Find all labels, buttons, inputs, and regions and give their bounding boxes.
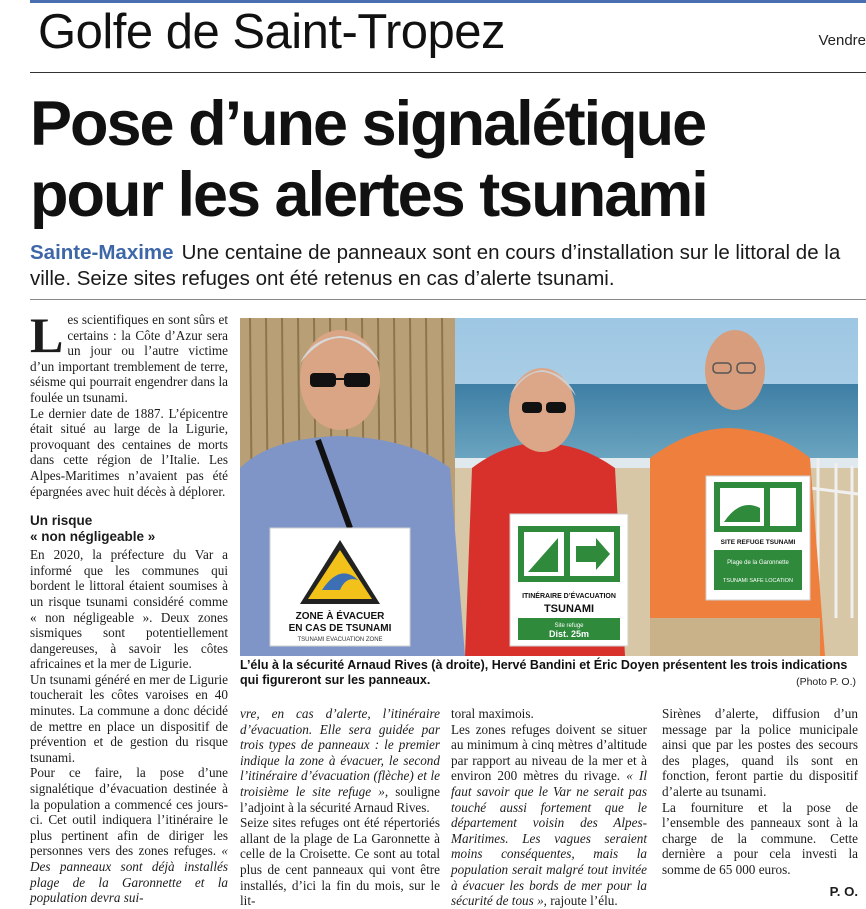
headline-line-1: Pose d’une signalétique bbox=[30, 89, 706, 159]
paragraph bbox=[30, 765, 228, 905]
paragraph: Le dernier date de 1887. L’épicentre était situé au large de la Ligurie, provoquant des centaines de morts dans cette région de l’Italie. Les Alpes-Maritimes n’avaient pas été épargnées avec huit décès à déplorer. bbox=[30, 405, 228, 499]
paragraph: Un tsunami généré en mer de Ligurie toucherait les côtes varoises en 40 minutes. La commune a donc décidé de mettre en place un dispositif de prévention et de gestion du risque tsunami. bbox=[30, 671, 228, 765]
kicker-location: Sainte-Maxime bbox=[30, 241, 174, 264]
sign2-line4: Dist. 25m bbox=[548, 629, 590, 639]
sign-evacuation-zone bbox=[270, 528, 410, 646]
paragraph: La fourniture et la pose de l’ensemble des panneaux sont à la charge de la commune. Cette dernière a pour cela investi la somme de 65 000 euros. bbox=[662, 799, 858, 877]
paragraph-text: Les zones refuges doivent se situer au minimum à cinq mètres d’altitude par rapport au niveau de la mer et à environ 200 mètres du rivage. bbox=[451, 721, 647, 784]
lead-paragraph bbox=[30, 240, 860, 292]
paragraph: Seize sites refuges ont été répertoriés allant de la plage de La Garonnette à celle de la Croisette. Ce sont au total plus de cent panneaux qui vont être installés, d’ici la fin du mois, sur le lit- bbox=[240, 815, 440, 909]
headline-line-2: pour les alertes tsunami bbox=[30, 160, 707, 230]
date-fragment: Vendre bbox=[818, 32, 866, 49]
sign3-line1: SITE REFUGE TSUNAMI bbox=[720, 539, 796, 546]
sign-refuge-site bbox=[706, 476, 810, 600]
sign2-line2: TSUNAMI bbox=[543, 603, 595, 615]
paragraph-text: es scientifiques en sont sûrs et certains : la Côte d’Azur sera un jour ou l’autre victime d’un important tremblement de terre, séisme qui pourrait engendrer dans la foulée un tsunami. bbox=[30, 312, 228, 405]
section-title: Golfe de Saint-Tropez bbox=[38, 5, 506, 59]
sign1-line1: ZONE À ÉVACUER bbox=[295, 611, 385, 622]
paragraph: toral maximois. bbox=[451, 706, 534, 721]
sign3-line2: Plage de la Garonnette bbox=[727, 560, 789, 566]
sign3-line3: TSUNAMI SAFE LOCATION bbox=[723, 578, 793, 584]
sign1-line2: EN CAS DE TSUNAMI bbox=[288, 623, 392, 634]
quote-text: « Il faut savoir que le Var ne serait pas touché aussi fortement que le département voisin des Alpes-Maritimes. Les vagues seraient moins conséquentes, mais la population serait malgré tout invitée à évacuer les bords de mer pour la sécurité de tous », bbox=[451, 768, 647, 909]
subheading-line-2: « non négligeable » bbox=[30, 529, 156, 545]
quote-text: vre, en cas d’alerte, l’itinéraire d’évacuation. Elle sera guidée par trois types de panneaux : le premier indique la zone à évacuer, le second l’itinéraire d’évacuation (flèche) et le troisième le site refuge », bbox=[240, 706, 440, 799]
article-column-1 bbox=[30, 307, 228, 906]
paragraph: En 2020, la préfecture du Var a informé que les communes qui bordent le littoral étaient soumises à un risque tsunami considéré comme « non négligeable ». Deux zones sismiques sont potentiellement dangereuses, à savoir les côtes africaines et la mer de Ligurie. bbox=[30, 547, 228, 672]
top-accent-rule bbox=[30, 0, 866, 3]
paragraph-text: Pour ce faire, la pose d’une signalétique d’évacuation destinée à la population a commencé ces jours-ci. Cet outil indiquera l’itinéraire le plus pertinent afin de diriger les personnes vers des zones refuges. bbox=[30, 765, 228, 859]
photo-credit: (Photo P. O.) bbox=[796, 676, 856, 688]
drop-cap: L bbox=[30, 307, 64, 363]
sign2-line1: ITINÉRAIRE D’ÉVACUATION bbox=[522, 593, 616, 600]
paragraph bbox=[451, 722, 647, 909]
article-column-3 bbox=[451, 706, 647, 909]
subheading-line-1: Un risque bbox=[30, 513, 93, 529]
lead-text: Une centaine de panneaux sont en cours d’installation sur le littoral de la ville. Seize sites refuges ont été retenus en cas d’alerte tsunami. bbox=[30, 241, 841, 290]
paragraph bbox=[30, 307, 228, 406]
author-signature: P. O. bbox=[829, 883, 858, 899]
paragraph-text: rajoute l’élu. bbox=[546, 893, 618, 909]
article-column-4 bbox=[662, 706, 858, 899]
article-column-2 bbox=[240, 706, 440, 909]
subheading bbox=[30, 513, 228, 545]
sign-evacuation-route bbox=[510, 514, 628, 646]
article-photo bbox=[240, 318, 858, 656]
paragraph-text: souligne l’adjoint à la sécurité Arnaud Rives. bbox=[240, 783, 440, 815]
section-rule bbox=[30, 72, 866, 73]
paragraph: Sirènes d’alerte, diffusion d’un message par la police municipale ainsi que par les postes des secours des plages, quand ils sont en fonction, feront partie du dispositif d’alerte au tsunami. bbox=[662, 706, 858, 799]
sign1-line3: TSUNAMI EVACUATION ZONE bbox=[297, 637, 383, 643]
sign2-line3: Site refuge bbox=[554, 623, 584, 629]
quote-text: « Des panneaux sont déjà installés plage de la Garonnette et la population devra sui- bbox=[30, 843, 228, 906]
paragraph bbox=[240, 706, 440, 815]
photo-illustration bbox=[240, 318, 858, 656]
photo-caption: L’élu à la sécurité Arnaud Rives (à droite), Hervé Bandini et Éric Doyen présentent les trois indications qui figureront sur les panneaux. bbox=[240, 658, 848, 687]
lead-rule bbox=[30, 299, 866, 300]
